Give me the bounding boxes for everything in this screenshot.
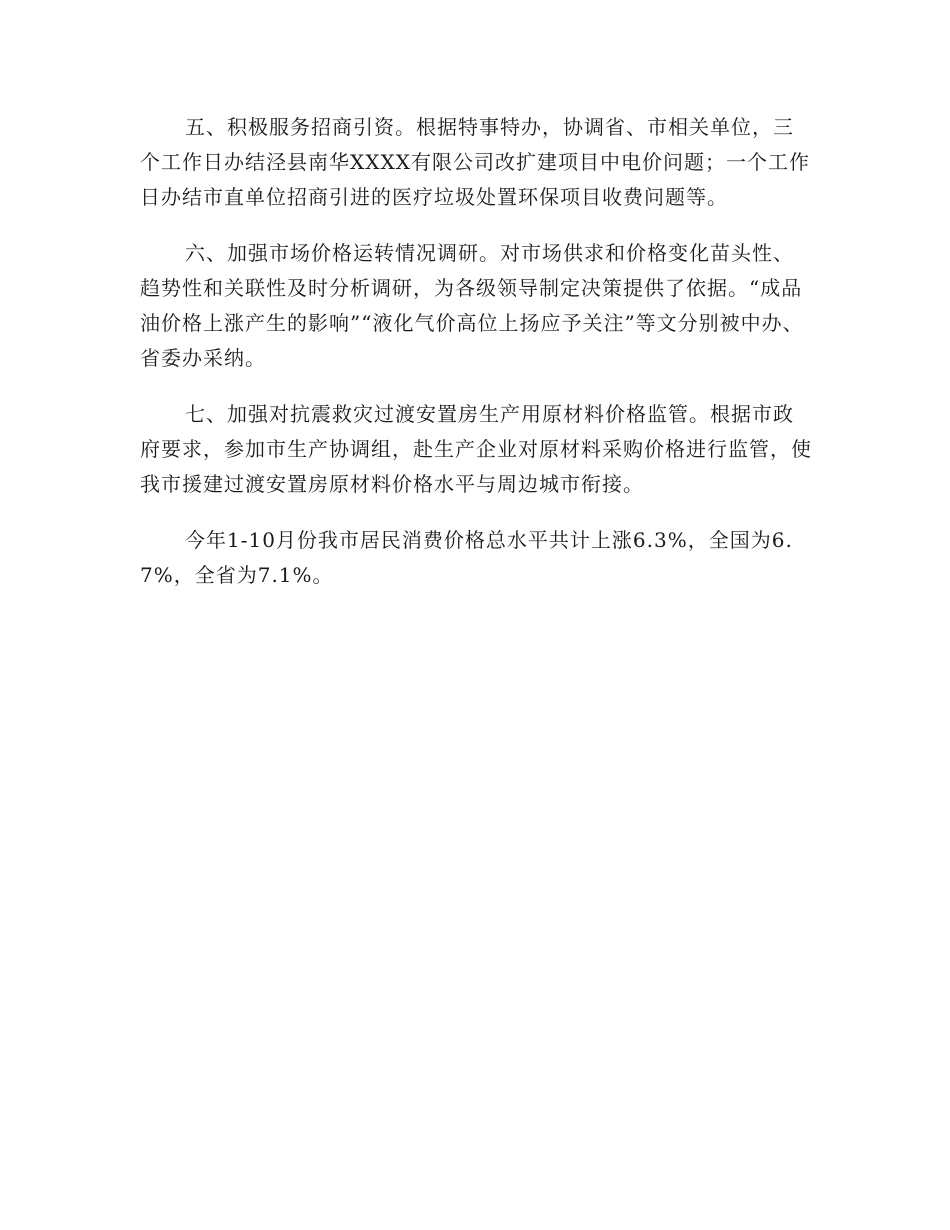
paragraph-material-price-supervision: 七、加强对抗震救灾过渡安置房生产用原材料价格监管。根据市政府要求，参加市生产协调组，赴生产企业对原材料采购价格进行监管，使我市援建过渡安置房原材料价格水平与周边城市衔接。 — [140, 402, 812, 496]
paragraph-cpi-summary: 今年1-10月份我市居民消费价格总水平共计上涨6.3%，全国为6.7%，全省为7.1%。 — [140, 528, 793, 587]
paragraph-market-research: 六、加强市场价格运转情况调研。对市场供求和价格变化苗头性、趋势性和关联性及时分析调研，为各级领导制定决策提供了依据。“成品油价格上涨产生的影响”“液化气价高位上扬应予关注”等文分别被中办、省委办采纳。 — [140, 241, 804, 370]
paragraph-investment-service: 五、积极服务招商引资。根据特事特办，协调省、市相关单位，三个工作日办结泾县南华XXXX有限公司改扩建项目中电价问题；一个工作日办结市直单位招商引进的医疗垃圾处置环保项目收费问题等。 — [140, 115, 810, 209]
